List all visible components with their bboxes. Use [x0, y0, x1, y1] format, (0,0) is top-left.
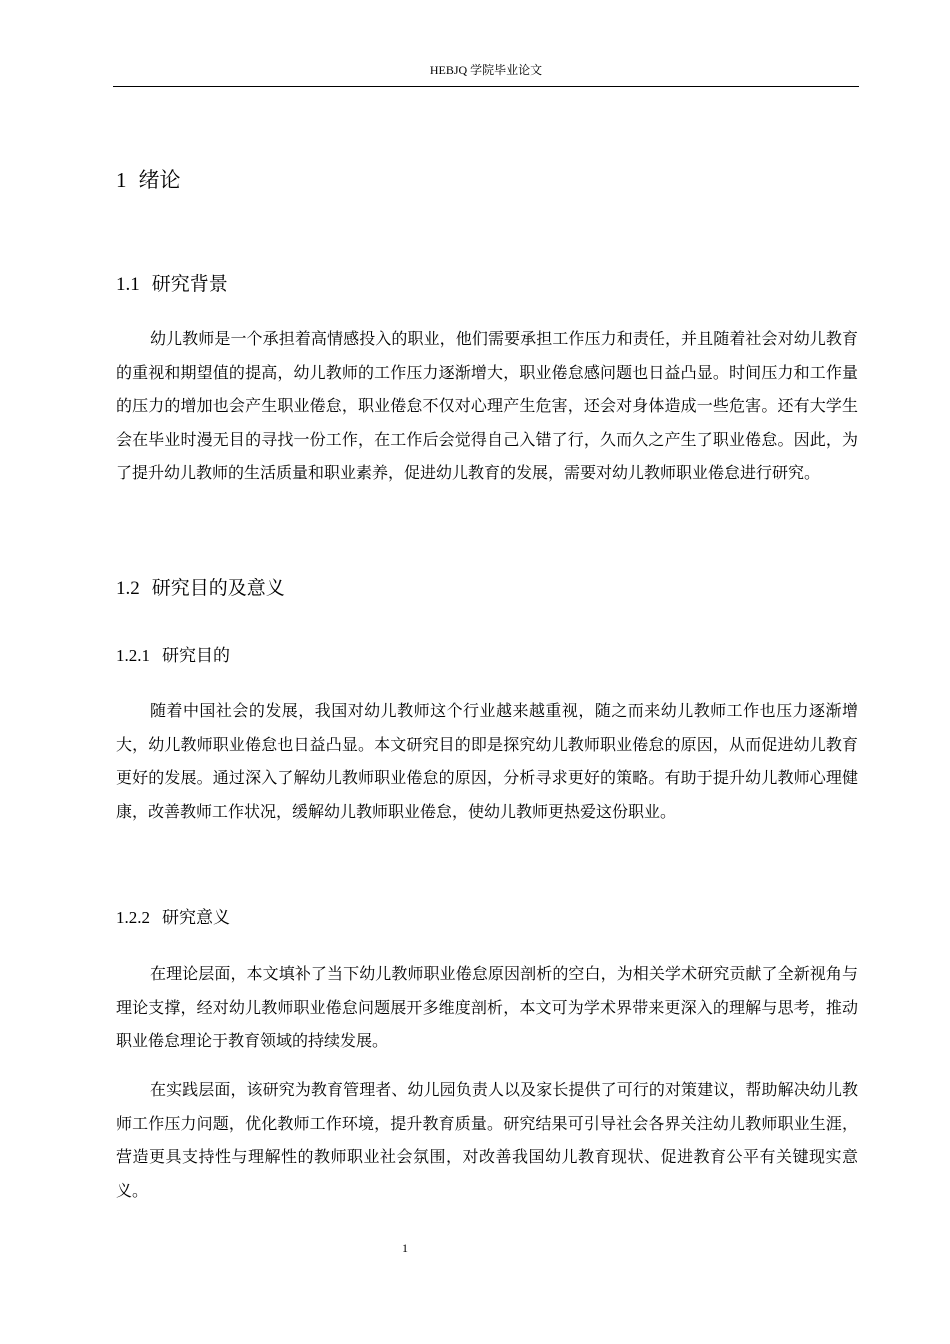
- subsection-title: 研究意义: [162, 908, 230, 928]
- significance-theory-paragraph: 在理论层面，本文填补了当下幼儿教师职业倦怠原因剖析的空白，为相关学术研究贡献了全新视角与理论支撑，经对幼儿教师职业倦怠问题展开多维度剖析，本文可为学术界带来更深入的理解与思考，推动职业倦怠理论于教育领域的持续发展。: [116, 964, 858, 1051]
- subsection-heading-significance: [116, 906, 230, 930]
- section-title: 研究目的及意义: [151, 577, 285, 599]
- section-heading-background: [116, 271, 228, 298]
- section-title: 研究背景: [151, 273, 228, 295]
- section-number: 1.2: [116, 578, 140, 599]
- header-rule: [113, 86, 859, 87]
- section-heading-purpose-significance: [116, 575, 285, 602]
- subsection-heading-purpose: [116, 644, 230, 668]
- background-paragraph: 幼儿教师是一个承担着高情感投入的职业，他们需要承担工作压力和责任，并且随着社会对幼儿教育的重视和期望值的提高，幼儿教师的工作压力逐渐增大，职业倦怠感问题也日益凸显。时间压力和工作量的压力的增加也会产生职业倦怠，职业倦怠不仅对心理产生危害，还会对身体造成一些危害。还有大学生会在毕业时漫无目的寻找一份工作，在工作后会觉得自己入错了行，久而久之产生了职业倦怠。因此，为了提升幼儿教师的生活质量和职业素养，促进幼儿教育的发展，需要对幼儿教师职业倦怠进行研究。: [116, 329, 858, 483]
- chapter-heading: [116, 166, 181, 194]
- running-header: HEBJQ 学院毕业论文: [429, 63, 543, 77]
- chapter-number: 1: [116, 168, 127, 192]
- significance-practice-paragraph: 在实践层面，该研究为教育管理者、幼儿园负责人以及家长提供了可行的对策建议，帮助解决幼儿教师工作压力问题，优化教师工作环境，提升教育质量。研究结果可引导社会各界关注幼儿教师职业生涯，营造更具支持性与理解性的教师职业社会氛围，对改善我国幼儿教育现状、促进教育公平有关键现实意义。: [116, 1080, 858, 1200]
- chapter-title: 绪论: [138, 168, 181, 192]
- subsection-title: 研究目的: [162, 646, 230, 666]
- subsection-number: 1.2.1: [116, 646, 150, 665]
- purpose-paragraph: 随着中国社会的发展，我国对幼儿教师这个行业越来越重视，随之而来幼儿教师工作也压力逐渐增大，幼儿教师职业倦怠也日益凸显。本文研究目的即是探究幼儿教师职业倦怠的原因，从而促进幼儿教育更好的发展。通过深入了解幼儿教师职业倦怠的原因，分析寻求更好的策略。有助于提升幼儿教师心理健康，改善教师工作状况，缓解幼儿教师职业倦怠，使幼儿教师更热爱这份职业。: [116, 701, 858, 821]
- subsection-number: 1.2.2: [116, 908, 150, 927]
- section-number: 1.1: [116, 274, 140, 295]
- page-number: 1: [402, 1241, 408, 1255]
